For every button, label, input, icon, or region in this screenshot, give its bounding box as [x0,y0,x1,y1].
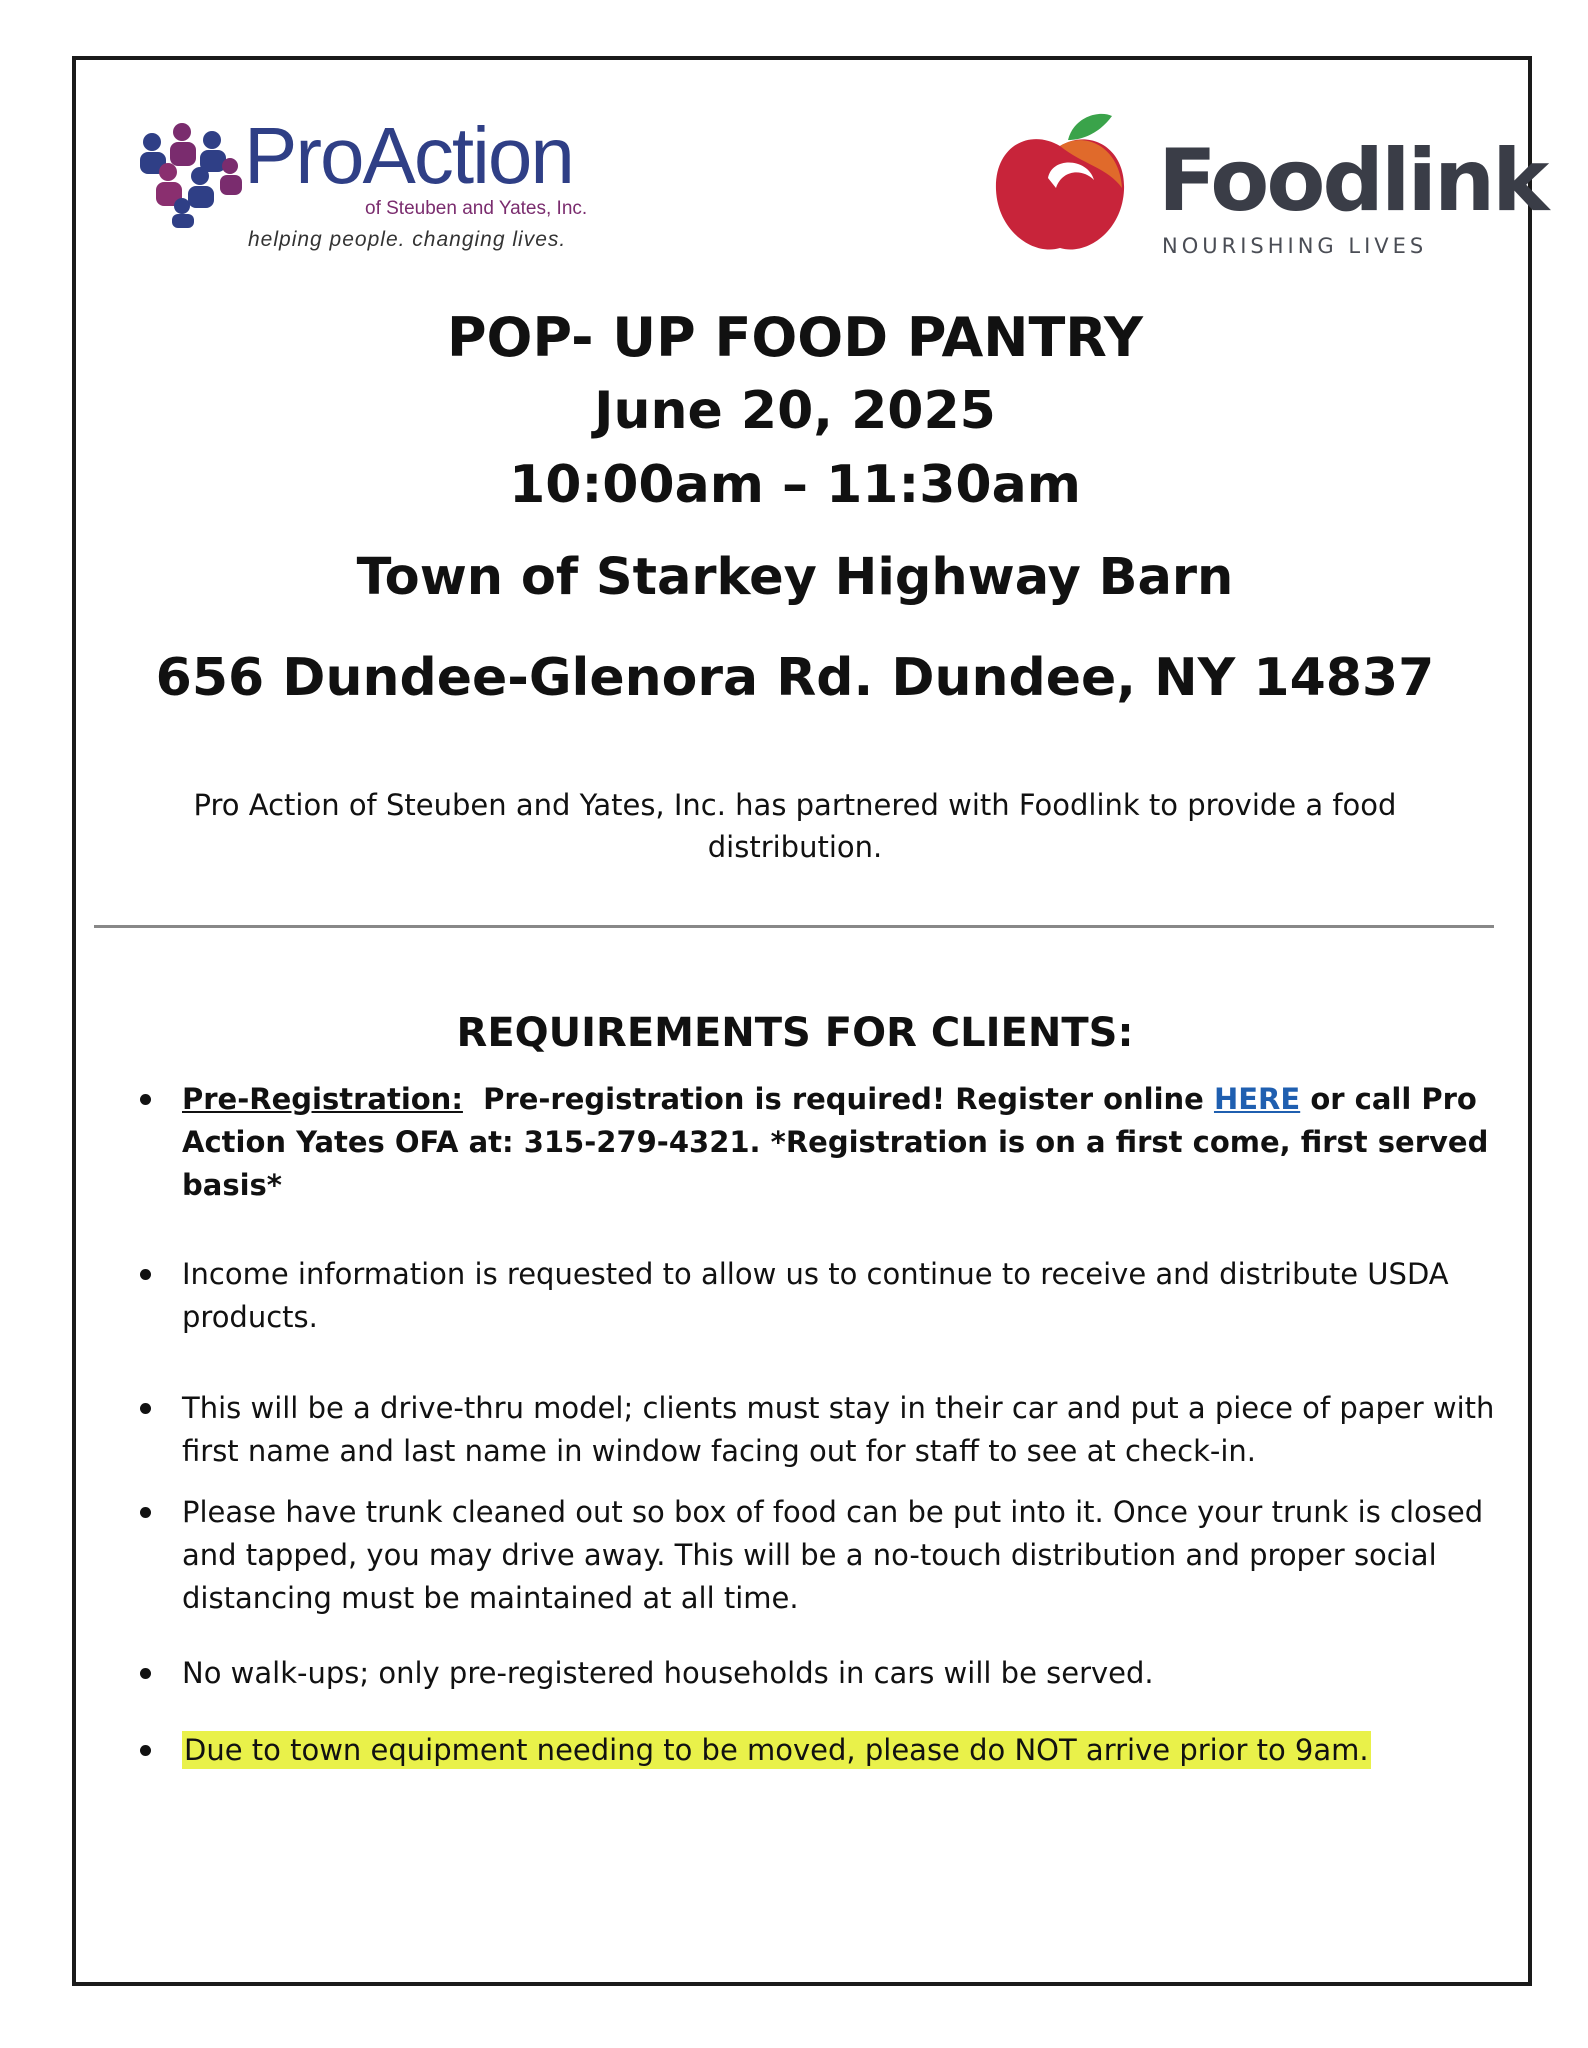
apple-icon [990,108,1130,258]
proaction-subtitle: of Steuben and Yates, Inc. [365,198,588,219]
proaction-name: ProAction [244,111,573,200]
event-location-name: Town of Starkey Highway Barn [356,548,1234,607]
list-item-highlighted [136,1729,1496,1772]
intro-paragraph: Pro Action of Steuben and Yates, Inc. has partnered with Foodlink to provide a food distribution. [193,788,1397,864]
event-title: POP- UP FOOD PANTRY [446,306,1144,369]
prereg-contact-text: or call Pro Action Yates OFA at: 315-279-4321. *Registration is on a first come, first served basis* [182,1082,1489,1202]
foodlink-name: Foodlink [1158,131,1547,231]
proaction-tagline: helping people. changing lives. [248,228,567,251]
foodlink-tagline: NOURISHING LIVES [1162,234,1428,258]
event-date: June 20, 2025 [594,381,996,441]
requirements-list [136,1078,1496,1772]
people-group-icon [130,120,250,230]
event-time: 10:00am – 11:30am [509,455,1081,515]
list-item [136,1078,1496,1207]
proaction-logo [130,110,610,260]
list-item: No walk-ups; only pre-registered households in cars will be served. [136,1652,1496,1695]
event-address: 656 Dundee-Glenora Rd. Dundee, NY 14837 [155,648,1435,708]
register-here-link[interactable]: HERE [1213,1082,1301,1116]
list-item: Please have trunk cleaned out so box of food can be put into it. Once your trunk is closed and tapped, you may drive away. This will be a no-touch distribution and proper social distancing must be maintained at all time. [136,1491,1496,1620]
prereg-label: Pre-Registration: [182,1082,463,1116]
section-divider [94,925,1494,928]
foodlink-logo [990,108,1547,268]
list-item: Income information is requested to allow us to continue to receive and distribute USDA products. [136,1253,1496,1339]
highlighted-notice: Due to town equipment needing to be moved, please do NOT arrive prior to 9am. [184,1733,1369,1767]
prereg-text: Pre-registration is required! Register online [483,1082,1204,1116]
requirements-heading: REQUIREMENTS FOR CLIENTS: [456,1010,1134,1056]
list-item: This will be a drive-thru model; clients must stay in their car and put a piece of paper with first name and last name in window facing out for staff to see at check-in. [136,1387,1496,1473]
